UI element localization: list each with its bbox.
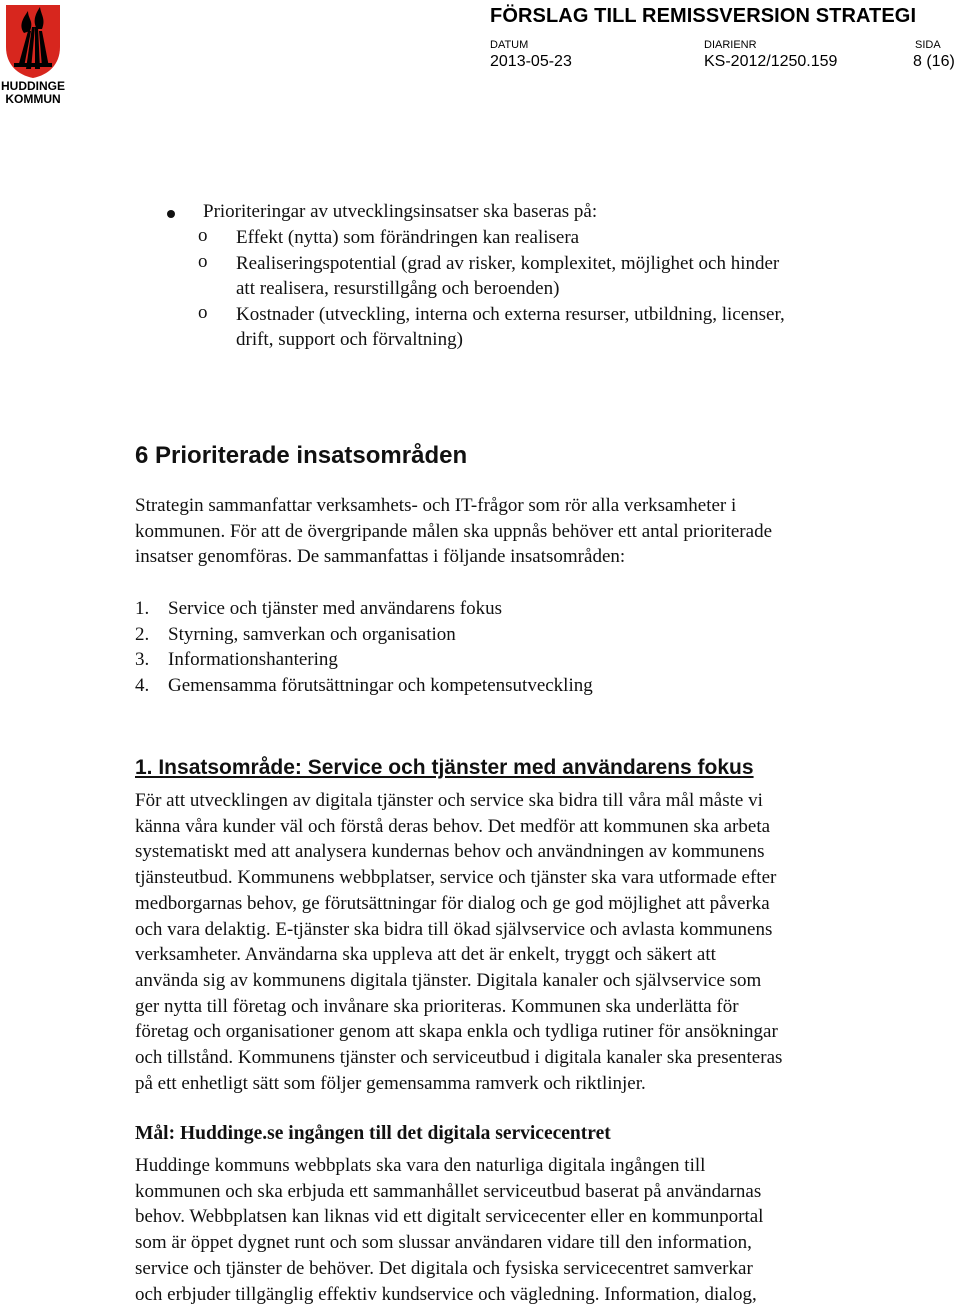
list-text: Gemensamma förutsättningar och kompetensutveckling <box>168 675 593 697</box>
text-line: insatser genomföras. De sammanfattas i följande insatsområden: <box>135 546 626 568</box>
text-line: och erbjuder tillgänglig effektiv kundservice och vägledning. Information, dialog, <box>135 1283 757 1305</box>
list-item <box>135 673 593 699</box>
datum-value: 2013-05-23 <box>490 53 572 70</box>
logo-text-line2: KOMMUN <box>5 92 61 106</box>
logo-text-line1: HUDDINGE <box>0 79 65 93</box>
huddinge-logo <box>0 0 66 110</box>
list-item <box>135 596 593 622</box>
text-line: systematiskt med att analysera kundernas behov och användningen av kommunens <box>135 841 765 863</box>
sub-bullet-2-line2: att realisera, resurstillgång och beroenden) <box>236 278 560 299</box>
list-number: 3. <box>135 649 150 671</box>
text-line: företag och organisationer genom att skapa enkla och tydliga rutiner för ansökningar <box>135 1021 778 1043</box>
list-number: 1. <box>135 598 150 619</box>
document-title: FÖRSLAG TILL REMISSVERSION STRATEGI <box>490 5 917 27</box>
text-line: medborgarnas behov, ge förutsättningar för dialog och ge god möjlighet att påverka <box>135 892 770 914</box>
sub-bullet-1: Effekt (nytta) som förändringen kan realisera <box>236 227 580 248</box>
bullet-icon <box>167 210 175 218</box>
goal-heading: Mål: Huddinge.se ingången till det digitala servicecentret <box>135 1123 611 1144</box>
text-line: service och tjänster de behöver. Det digitala och fysiska servicecentret samverkar <box>135 1257 753 1279</box>
text-line: För att utvecklingen av digitala tjänster och service ska bidra till våra mål måste vi <box>135 790 763 811</box>
insats1-paragraph <box>135 788 782 1096</box>
text-line: känna våra kunder väl och förstå deras behov. Det medför att kommunen ska arbeta <box>135 815 771 837</box>
goal-paragraph <box>135 1153 763 1307</box>
list-text: Styrning, samverkan och organisation <box>168 623 456 645</box>
list-text: Service och tjänster med användarens fokus <box>168 598 502 619</box>
list-number: 2. <box>135 623 150 645</box>
text-line: och vara delaktig. E-tjänster ska bidra till ökad självservice och avlasta kommunens <box>135 918 773 940</box>
sub-bullet-2-line1: Realiseringspotential (grad av risker, komplexitet, möjlighet och hinder <box>236 253 780 274</box>
list-number: 4. <box>135 675 150 697</box>
text-line: tjänsteutbud. Kommunens webbplatser, service och tjänster ska vara utformade efter <box>135 867 777 889</box>
sub-bullet-3-line2: drift, support och förvaltning) <box>236 329 463 350</box>
text-line: kommunen. För att de övergripande målen ska uppnås behöver ett antal prioriterade <box>135 520 773 542</box>
text-line: som är öppet dygnet runt och som slussar användaren vidare till den information, <box>135 1232 752 1254</box>
list-item <box>135 647 593 673</box>
circle-bullet-icon: o <box>198 225 208 246</box>
text-line: verksamheter. Användarna ska uppleva att det är enkelt, tryggt och säkert att <box>135 944 716 966</box>
bullet-main-text: Prioriteringar av utvecklingsinsatser ska baseras på: <box>203 201 598 222</box>
text-line: ger nytta till företag och invånare ska prioriteras. Kommunen ska underlätta för <box>135 995 739 1017</box>
diarienr-value: KS-2012/1250.159 <box>704 53 838 70</box>
sida-value: 8 (16) <box>913 53 955 70</box>
sida-label: SIDA <box>915 39 941 51</box>
text-line: och tillstånd. Kommunens tjänster och serviceutbud i digitala kanaler ska presenteras <box>135 1047 783 1069</box>
sub-bullet-3-line1: Kostnader (utveckling, interna och externa resurser, utbildning, licenser, <box>236 304 785 325</box>
circle-bullet-icon: o <box>198 302 208 323</box>
coat-of-arms-icon <box>4 3 62 79</box>
text-line: behov. Webbplatsen kan liknas vid ett digitalt servicecenter eller en kommunportal <box>135 1206 764 1228</box>
datum-label: DATUM <box>490 39 529 51</box>
text-line: kommunen och ska erbjuda ett sammanhållet serviceutbud baserat på användarnas <box>135 1180 762 1202</box>
text-line: Huddinge kommuns webbplats ska vara den naturliga digitala ingången till <box>135 1155 706 1176</box>
list-item <box>135 622 593 648</box>
list-text: Informationshantering <box>168 649 338 671</box>
text-line: på ett enhetligt sätt som följer gemensamma ramverk och riktlinjer. <box>135 1072 646 1094</box>
text-line: Strategin sammanfattar verksamhets- och IT-frågor som rör alla verksamheter i <box>135 495 737 516</box>
diarienr-label: DIARIENR <box>704 39 757 51</box>
insatsomraden-list <box>135 596 593 699</box>
subsection-heading: 1. Insatsområde: Service och tjänster med användarens fokus <box>135 756 754 779</box>
section-heading: 6 Prioriterade insatsområden <box>135 442 468 469</box>
text-line: använda sig av kommunens digitala tjänster. Digitala kanaler och självservice som <box>135 969 762 991</box>
circle-bullet-icon: o <box>198 251 208 272</box>
section-intro <box>135 493 772 570</box>
